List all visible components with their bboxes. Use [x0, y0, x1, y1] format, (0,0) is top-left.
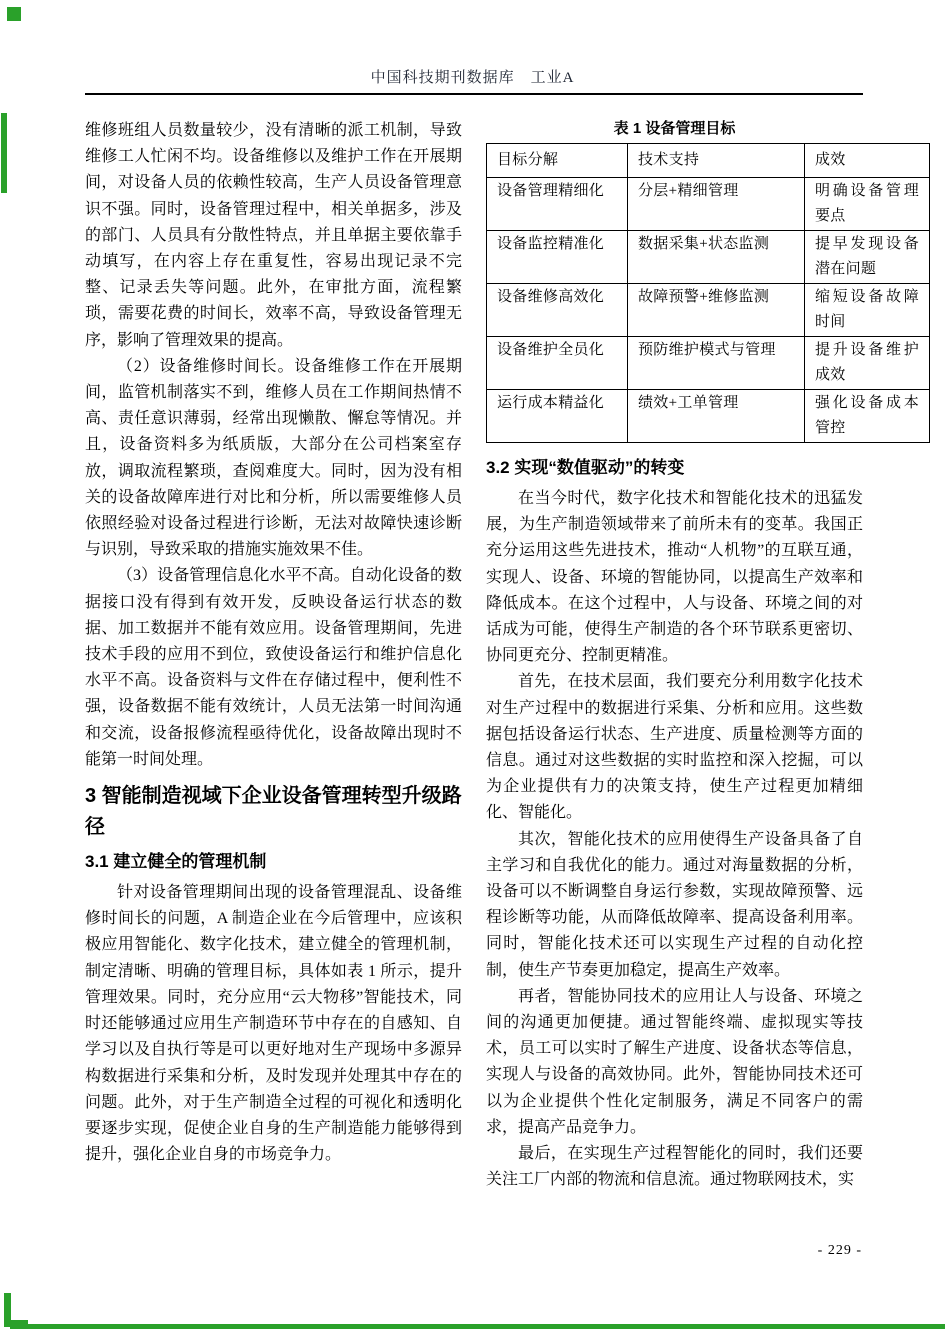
- left-column: [85, 118, 462, 1168]
- table-header-cell: 技术支持: [628, 144, 805, 178]
- crop-mark-top-left-square: [7, 7, 21, 21]
- table-cell: 缩短设备故障时间: [805, 284, 930, 337]
- crop-mark-bottom-line: [10, 1324, 945, 1329]
- right-column: [486, 118, 919, 1193]
- table-caption: 表 1 设备管理目标: [613, 120, 736, 137]
- table-cell: 提升设备维护成效: [805, 337, 930, 390]
- paragraph-3-2-intro: 在当今时代，数字化技术和智能化技术的迅猛发展，为生产制造领域带来了前所未有的变革。我国正充分运用这些先进技术，推动“人机物”的互联互通，实现人、设备、环境的智能协同，以提高生产效率和降低成本。在这个过程中，人与设备、环境之间的对话成为可能，使得生产制造的各个环节联系更密切、协同更充分、控制更精准。: [486, 490, 863, 665]
- table-cell: 运行成本精益化: [487, 390, 628, 443]
- table-row: [487, 390, 930, 443]
- section-heading-3: 3 智能制造视域下企业设备管理转型升级路径: [85, 785, 462, 839]
- paragraph-item-3: （3）设备管理信息化水平不高。自动化设备的数据接口没有得到有效开发，反映设备运行状态的数据、加工数据并不能有效应用。设备管理期间，先进技术手段的应用不到位，致使设备运行和维护信息化水平不高。设备资料与文件在存储过程中，便利性不强，设备数据不能有效统计，人员无法第一时间沟通和交流，设备报修流程亟待优化，设备故障出现时不能第一时间处理。: [85, 567, 462, 768]
- table-cell: 明确设备管理要点: [805, 178, 930, 231]
- table-cell: 强化设备成本管控: [805, 390, 930, 443]
- crop-mark-left-bar: [1, 113, 7, 193]
- table-row: [487, 284, 930, 337]
- header-rule: [85, 93, 863, 95]
- table-cell: 设备监控精准化: [487, 231, 628, 284]
- table-header-cell: 目标分解: [487, 144, 628, 178]
- page-number: - 229 -: [817, 1243, 862, 1258]
- table-cell: 绩效+工单管理: [628, 390, 805, 443]
- paragraph-3-2-third: 再者，智能协同技术的应用让人与设备、环境之间的沟通更加便捷。通过智能终端、虚拟现实等技术，员工可以实时了解生产进度、设备状态等信息，实现人与设备的高效协同。此外，智能协同技术还可以为企业提供个性化定制服务，满足不同客户的需求，提高产品竞争力。: [486, 987, 863, 1136]
- table-cell: 提早发现设备潜在问题: [805, 231, 930, 284]
- paragraph-continuation: 维修班组人员数量较少，没有清晰的派工机制，导致维修工人忙闲不均。设备维修以及维护工作在开展期间，对设备人员的依赖性较高，生产人员设备管理意识不强。同时，设备管理过程中，相关单据多，涉及的部门、人员具有分散性特点，并且单据主要依靠手动填写，在内容上存在重复性，容易出现记录不完整、记录丢失等问题。此外，在审批方面，流程繁琐，需要花费的时间长，效率不高，导致设备管理无序，影响了管理效果的提高。: [85, 122, 462, 349]
- table-row: [487, 231, 930, 284]
- table-cell: 故障预警+维修监测: [628, 284, 805, 337]
- subsection-heading-3-1: 3.1 建立健全的管理机制: [85, 852, 267, 872]
- paragraph-3-2-last: 最后，在实现生产过程智能化的同时，我们还要关注工厂内部的物流和信息流。通过物联网技术，实: [486, 1145, 863, 1189]
- paragraph-3-2-first: 首先，在技术层面，我们要充分利用数字化技术对生产过程中的数据进行采集、分析和应用。这些数据包括设备运行状态、生产进度、质量检测等方面的信息。通过对这些数据的实时监控和深入挖掘，可以为企业提供有力的决策支持，使生产过程更加精细化、智能化。: [486, 673, 863, 822]
- journal-header-label: 中国科技期刊数据库 工业A: [370, 70, 575, 86]
- table-header-row: [487, 144, 930, 178]
- table-cell: 设备维修高效化: [487, 284, 628, 337]
- table-header-cell: 成效: [805, 144, 930, 178]
- table-cell: 分层+精细管理: [628, 178, 805, 231]
- subsection-heading-3-2: 3.2 实现“数值驱动”的转变: [486, 458, 685, 477]
- table-row: [487, 337, 930, 390]
- paragraph-3-2-second: 其次，智能化技术的应用使得生产设备具备了自主学习和自我优化的能力。通过对海量数据的分析，设备可以不断调整自身运行参数，实现故障预警、远程诊断等功能，从而降低故障率、提高设备利用率。同时，智能化技术还可以实现生产过程的自动化控制，使生产节奏更加稳定，提高生产效率。: [486, 830, 863, 979]
- paragraph-item-2: （2）设备维修时间长。设备维修工作在开展期间，监管机制落实不到，维修人员在工作期间热情不高、责任意识薄弱，经常出现懒散、懈怠等情况。并且，设备资料多为纸质版，大部分在公司档案室存放，调取流程繁琐，查阅难度大。同时，因为没有相关的设备故障库进行对比和分析，所以需要维修人员依照经验对设备过程进行诊断，无法对故障快速诊断与识别，导致采取的措施实施效果不佳。: [85, 357, 462, 559]
- table-row: [487, 178, 930, 231]
- table-cell: 设备维护全员化: [487, 337, 628, 390]
- table-cell: 预防维护模式与管理: [628, 337, 805, 390]
- table-cell: 数据采集+状态监测: [628, 231, 805, 284]
- paragraph-section-3-1: 针对设备管理期间出现的设备管理混乱、设备维修时间长的问题，A 制造企业在今后管理中，应该积极应用智能化、数字化技术，建立健全的管理机制，制定清晰、明确的管理目标，具体如表 1 所示，提升管理效果。同时，充分应用“云大物移”智能技术，同时还能够通过应用生产制造环节中存在的自感知、自学习以及自执行等是可以更好地对生产现场中多源异构数据进行采集和分析，及时发现并处理其中存在的问题。此外，对于生产制造全过程的可视化和透明化要逐步实现，促使企业自身的生产制造能力能够得到提升，强化企业自身的市场竞争力。: [85, 884, 462, 1164]
- table-cell: 设备管理精细化: [487, 178, 628, 231]
- equipment-goal-table: [486, 143, 930, 443]
